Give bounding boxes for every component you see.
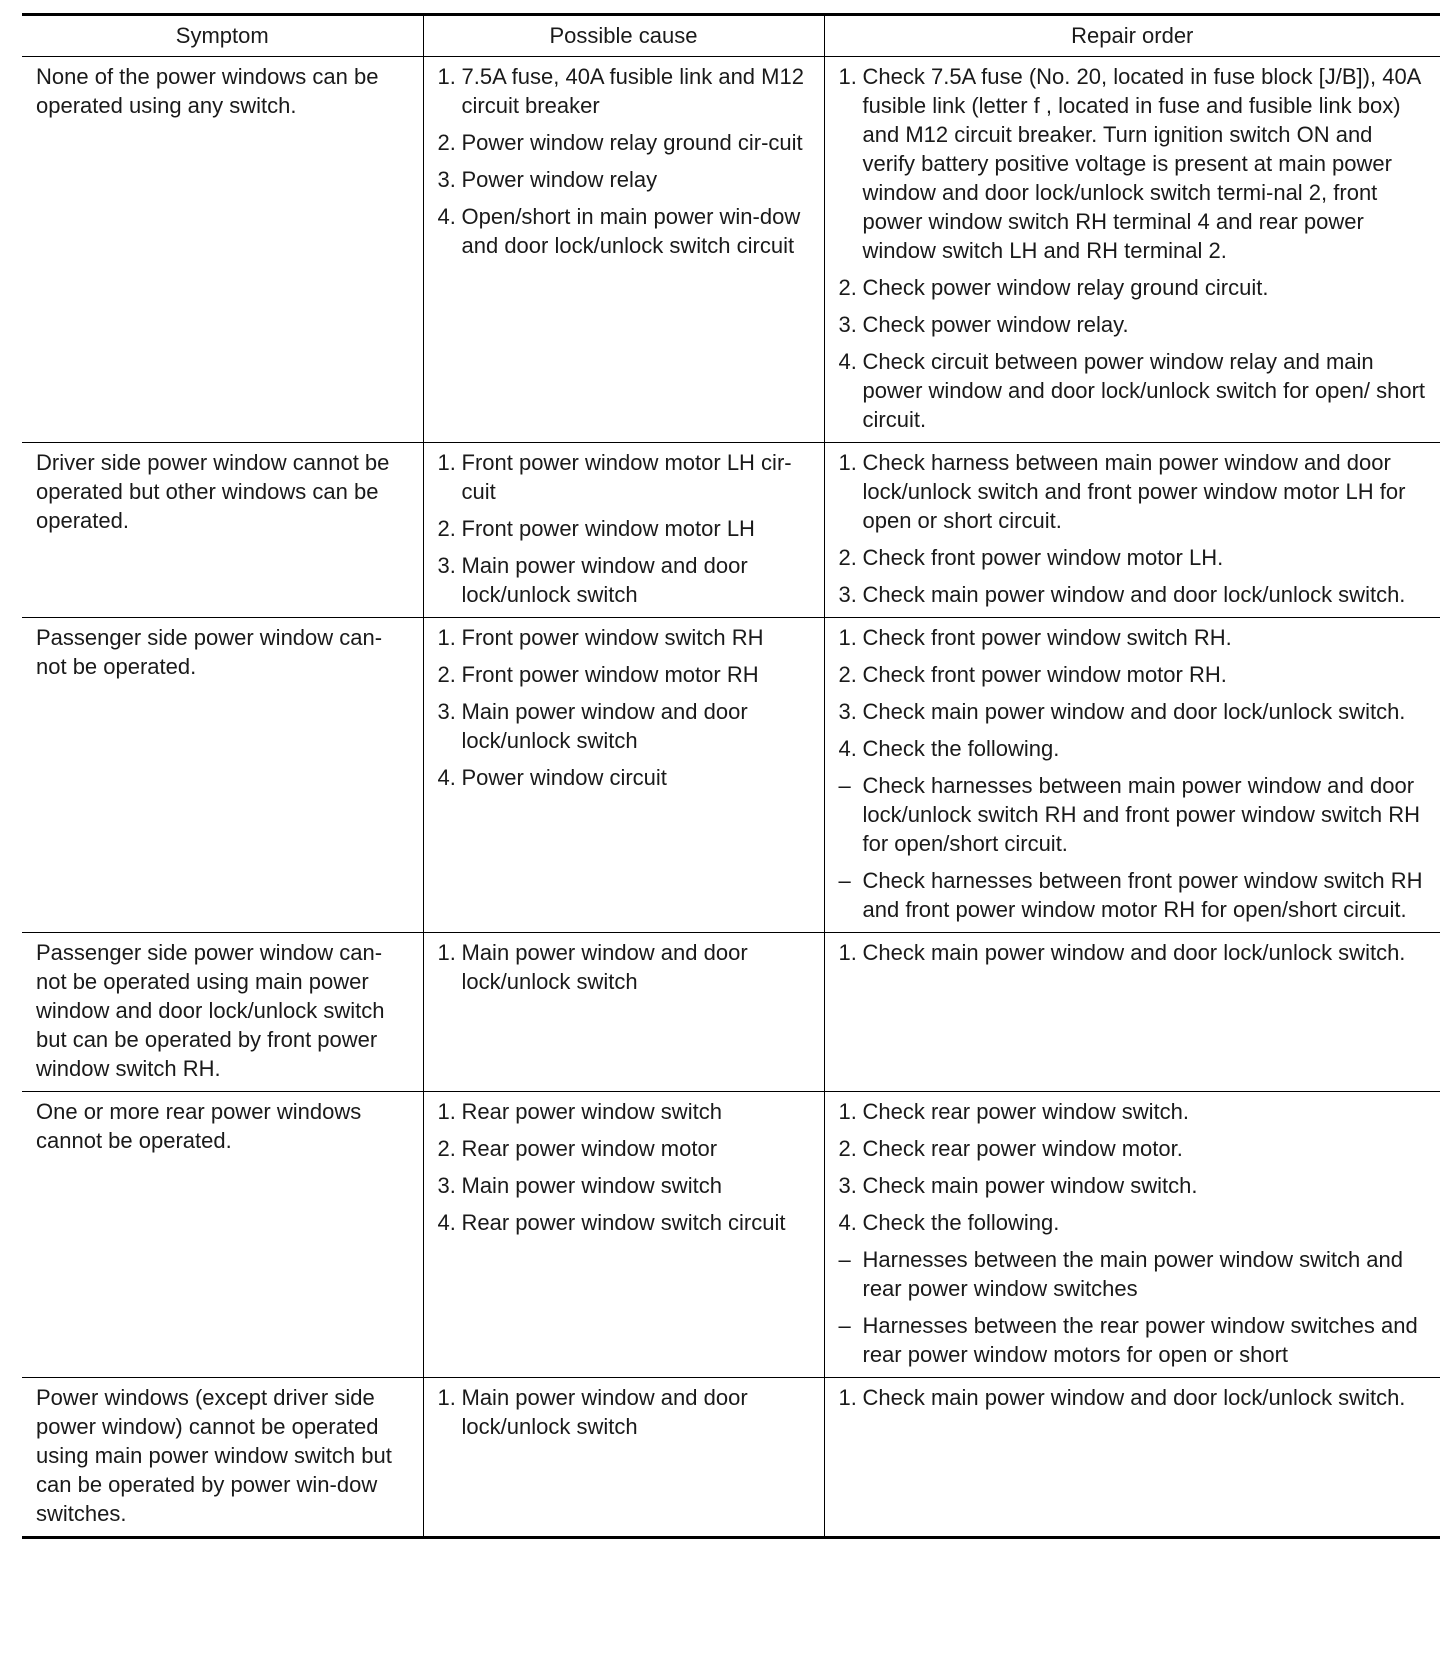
cause-item-text: Rear power window motor [461,1136,718,1161]
repair-item [839,660,1429,689]
cause-item-text: Main power window and door lock/unlock switch [461,553,748,607]
repair-item-text: Check main power window and door lock/unlock switch. [862,582,1406,607]
symptom-cell [22,1378,423,1538]
cause-item-marker: 1. [437,625,456,650]
table-row [22,1092,1440,1378]
repair-item-marker: 1. [838,1099,857,1124]
cause-item-text: Rear power window switch circuit [461,1210,786,1235]
cause-cell [423,1092,824,1378]
repair-item [839,938,1429,967]
repair-item-marker: 3. [838,699,857,724]
header-repair-order: Repair order [824,15,1440,57]
cause-list [438,1383,812,1441]
repair-item [839,448,1429,535]
repair-item-text: Check the following. [862,1210,1060,1235]
repair-item-text: Harnesses between the main power window switch and rear power window switches [862,1247,1404,1301]
cause-item-marker: 1. [437,1385,456,1410]
symptom-cell [22,933,423,1092]
repair-item [839,580,1429,609]
symptom-cell [22,57,423,443]
cause-cell [423,57,824,443]
symptom-text: Power windows (except driver side power window) cannot be operated using main power window switch but can be operated by power win-dow switches. [36,1385,392,1526]
repair-item-text: Check circuit between power window relay and main power window and door lock/unlock switch for open/ short circuit. [862,349,1426,432]
repair-list [839,623,1429,924]
repair-item-marker: – [838,868,851,893]
cause-item-text: Open/short in main power win-dow and door lock/unlock switch circuit [461,204,801,258]
cause-item-marker: 1. [437,64,456,89]
repair-item-marker: – [838,1313,851,1338]
repair-item-marker: 2. [838,1136,857,1161]
cause-item [438,62,812,120]
cause-item [438,1208,812,1237]
cause-item-text: Front power window switch RH [461,625,764,650]
repair-cell [824,933,1440,1092]
cause-item [438,1134,812,1163]
cause-cell [423,933,824,1092]
repair-item-marker: – [838,773,851,798]
repair-item-text: Check 7.5A fuse (No. 20, located in fuse block [J/B]), 40A fusible link (letter f , located in fuse and fusible link box) and M12 circuit breaker. Turn ignition switch ON and verify battery positive voltage is present at main power window and door lock/unlock switch termi-nal 2, front power window switch RH terminal 4 and rear power window switch LH and RH terminal 2. [862,64,1421,263]
repair-item [839,310,1429,339]
cause-item [438,697,812,755]
cause-item-marker: 4. [437,204,456,229]
table-row [22,618,1440,933]
cause-item-marker: 4. [437,765,456,790]
cause-item-text: Power window relay ground cir-cuit [461,130,803,155]
repair-item-marker: 3. [838,312,857,337]
cause-list [438,62,812,260]
cause-item-marker: 2. [437,662,456,687]
repair-item-text: Harnesses between the rear power window switches and rear power window motors for open or short [862,1313,1418,1367]
repair-item-text: Check front power window motor RH. [862,662,1227,687]
repair-item-text: Check power window relay ground circuit. [862,275,1269,300]
table-row [22,57,1440,443]
repair-item-marker: 2. [838,662,857,687]
header-possible-cause: Possible cause [423,15,824,57]
cause-item-text: Front power window motor LH [461,516,755,541]
repair-item [839,347,1429,434]
cause-cell [423,618,824,933]
cause-item [438,938,812,996]
cause-item-marker: 3. [437,553,456,578]
cause-item-marker: 2. [437,1136,456,1161]
repair-item-text: Check front power window motor LH. [862,545,1224,570]
symptom-text: None of the power windows can be operated using any switch. [36,64,379,118]
cause-list [438,938,812,996]
repair-item-text: Check rear power window motor. [862,1136,1183,1161]
table-row [22,933,1440,1092]
repair-item [839,543,1429,572]
cause-item [438,1383,812,1441]
repair-item-marker: 3. [838,582,857,607]
repair-item [839,1171,1429,1200]
repair-cell [824,1092,1440,1378]
repair-item-marker: 1. [838,450,857,475]
repair-list [839,1097,1429,1369]
repair-item-text: Check main power window and door lock/unlock switch. [862,940,1406,965]
repair-item-marker: 3. [838,1173,857,1198]
cause-list [438,448,812,609]
repair-item [839,697,1429,726]
repair-item-marker: 2. [838,545,857,570]
repair-item-text: Check harness between main power window and door lock/unlock switch and front power window motor LH for open or short circuit. [862,450,1406,533]
cause-list [438,623,812,792]
repair-item-marker: 2. [838,275,857,300]
repair-cell [824,618,1440,933]
symptom-cell [22,1092,423,1378]
repair-item-text: Check main power window and door lock/unlock switch. [862,1385,1406,1410]
repair-cell [824,443,1440,618]
cause-item-text: Front power window motor LH cir-cuit [461,450,792,504]
repair-item [839,1134,1429,1163]
table-row [22,1378,1440,1538]
repair-item [839,623,1429,652]
troubleshooting-table [22,13,1440,1539]
cause-item [438,660,812,689]
symptom-cell [22,618,423,933]
repair-list [839,448,1429,609]
cause-item-marker: 1. [437,1099,456,1124]
cause-item [438,448,812,506]
header-symptom: Symptom [22,15,423,57]
cause-item-text: Power window relay [461,167,658,192]
table-row [22,443,1440,618]
repair-item-marker: 1. [838,64,857,89]
repair-list [839,1383,1429,1412]
repair-item-text: Check main power window switch. [862,1173,1198,1198]
cause-item-text: 7.5A fuse, 40A fusible link and M12 circuit breaker [461,64,804,118]
cause-item-marker: 3. [437,167,456,192]
repair-item-text: Check harnesses between main power window and door lock/unlock switch RH and front power window switch RH for open/short circuit. [862,773,1421,856]
cause-item [438,551,812,609]
repair-item [839,62,1429,265]
cause-item-text: Rear power window switch [461,1099,722,1124]
cause-cell [423,1378,824,1538]
cause-item-text: Power window circuit [461,765,667,790]
cause-item-text: Main power window and door lock/unlock switch [461,1385,748,1439]
repair-item-marker: 1. [838,1385,857,1410]
cause-item [438,202,812,260]
symptom-text: One or more rear power windows cannot be operated. [36,1099,362,1153]
repair-list [839,62,1429,434]
symptom-text: Passenger side power window can-not be operated using main power window and door lock/unlock switch but can be operated by front power window switch RH. [36,940,385,1081]
cause-item-text: Main power window and door lock/unlock switch [461,940,748,994]
header-row [22,15,1440,57]
cause-item [438,1171,812,1200]
repair-item [839,734,1429,763]
cause-item [438,763,812,792]
cause-item [438,128,812,157]
repair-item-marker: 4. [838,1210,857,1235]
repair-item-marker: 4. [838,349,857,374]
cause-item-marker: 3. [437,699,456,724]
cause-item-marker: 3. [437,1173,456,1198]
cause-item [438,514,812,543]
repair-item [839,1097,1429,1126]
repair-item-text: Check power window relay. [862,312,1129,337]
table-body [22,57,1440,1538]
troubleshooting-document [22,13,1440,1539]
repair-item [839,1245,1429,1303]
repair-item [839,1383,1429,1412]
cause-item [438,165,812,194]
repair-item-text: Check main power window and door lock/unlock switch. [862,699,1406,724]
cause-item-marker: 4. [437,1210,456,1235]
cause-item-marker: 1. [437,450,456,475]
cause-item [438,1097,812,1126]
cause-list [438,1097,812,1237]
repair-item [839,866,1429,924]
repair-cell [824,57,1440,443]
repair-item-text: Check the following. [862,736,1060,761]
cause-item [438,623,812,652]
cause-item-marker: 2. [437,130,456,155]
cause-item-marker: 2. [437,516,456,541]
repair-item-text: Check rear power window switch. [862,1099,1189,1124]
repair-cell [824,1378,1440,1538]
repair-item-marker: 4. [838,736,857,761]
cause-item-text: Main power window switch [461,1173,722,1198]
repair-item [839,771,1429,858]
repair-item-marker: 1. [838,625,857,650]
repair-item [839,273,1429,302]
cause-item-marker: 1. [437,940,456,965]
repair-item [839,1208,1429,1237]
repair-item-marker: 1. [838,940,857,965]
repair-item-marker: – [838,1247,851,1272]
symptom-cell [22,443,423,618]
repair-item-text: Check front power window switch RH. [862,625,1232,650]
cause-item-text: Main power window and door lock/unlock switch [461,699,748,753]
cause-cell [423,443,824,618]
symptom-text: Passenger side power window can-not be operated. [36,625,383,679]
repair-item-text: Check harnesses between front power window switch RH and front power window motor RH for open/short circuit. [862,868,1423,922]
symptom-text: Driver side power window cannot be operated but other windows can be operated. [36,450,390,533]
repair-list [839,938,1429,967]
repair-item [839,1311,1429,1369]
cause-item-text: Front power window motor RH [461,662,759,687]
